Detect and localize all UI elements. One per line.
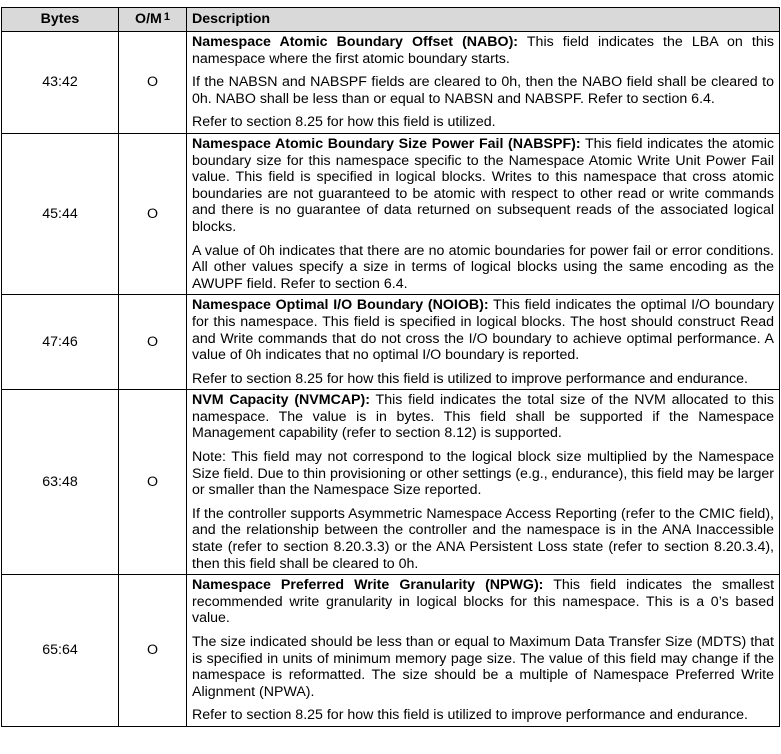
desc-text: This field indicates the atomic boundary size for this namespace specific to the Namespace Atomic Write Unit Power Fail value. This field is specified in logical blocks. Writes to this namespace that cross atomic boundaries are not guaranteed to be atomic with respect to other read or write commands and there is no guarantee of data returned on subsequent reads of the associated logical blocks.	[192, 135, 774, 235]
desc-paragraph: If the NABSN and NABSPF fields are cleared to 0h, then the NABO field shall be cleared to 0h. NABO shall be less than or equal to NABSN and NABSPF. Refer to section 6.4.	[192, 74, 774, 107]
header-description: Description	[187, 8, 780, 32]
desc-paragraph: The size indicated should be less than or equal to Maximum Data Transfer Size (MDTS) that is specified in units of minimum memory page size. The value of this field may change if the namespace is reformatted. The size should be a multiple of Namespace Preferred Write Alignment (NPWA).	[192, 634, 774, 700]
table-row	[2, 133, 780, 294]
row-bytes: 63:48	[2, 390, 119, 575]
desc-paragraph: Refer to section 8.25 for how this field is utilized.	[192, 114, 496, 131]
row-om: O	[119, 390, 187, 575]
desc-text: This field indicates the smallest recommended write granularity in logical blocks for this namespace. This is a 0’s based value.	[192, 577, 775, 627]
row-description	[187, 575, 780, 727]
header-om-label: O/M	[135, 11, 162, 28]
field-name: NVM Capacity (NVMCAP):	[192, 392, 370, 409]
field-name: Namespace Preferred Write Granularity (NPWG):	[192, 577, 544, 594]
desc-paragraph: If the controller supports Asymmetric Namespace Access Reporting (refer to the CMIC field), and the relationship between the controller and the namespace is in the ANA Inaccessible state (refer to section 8.20.3.3) or the ANA Persistent Loss state (refer to section 8.20.3.4), then this field shall be cleared to 0h.	[192, 505, 774, 572]
desc-paragraph: A value of 0h indicates that there are no atomic boundaries for power fail or error conditions. All other values specify a size in terms of logical blocks using the same encoding as the AWUPF field. Refer to section 6.4.	[192, 242, 774, 292]
row-description	[187, 32, 780, 134]
row-description	[187, 295, 780, 390]
table-row	[2, 390, 780, 575]
table-row	[2, 295, 780, 390]
table-row	[2, 575, 780, 727]
desc-paragraph: Note: This field may not correspond to the logical block size multiplied by the Namespace Size field. Due to thin provisioning or other settings (e.g., endurance), this field may be larger or smaller than the Namespace Size reported.	[192, 449, 774, 499]
desc-paragraph: Refer to section 8.25 for how this field is utilized to improve performance and endurance.	[192, 370, 748, 387]
desc-paragraph	[192, 136, 774, 236]
field-name: Namespace Atomic Boundary Offset (NABO):	[192, 34, 519, 50]
header-bytes: Bytes	[2, 8, 119, 32]
desc-paragraph: Refer to section 8.25 for how this field is utilized to improve performance and endurance.	[192, 707, 748, 724]
row-bytes: 43:42	[2, 32, 119, 134]
row-description	[187, 390, 780, 575]
row-om: O	[119, 575, 187, 727]
table-row	[2, 32, 780, 134]
row-om: O	[119, 295, 187, 390]
row-om: O	[119, 32, 187, 134]
desc-paragraph	[192, 577, 774, 627]
header-om-footnote: 1	[163, 11, 170, 24]
row-bytes: 47:46	[2, 295, 119, 390]
row-om: O	[119, 133, 187, 294]
field-name: Namespace Atomic Boundary Size Power Fail (NABSPF):	[192, 135, 581, 152]
desc-paragraph	[192, 34, 774, 67]
desc-text: This field indicates the LBA on this namespace where the first atomic boundary starts.	[192, 34, 774, 67]
desc-paragraph	[192, 392, 774, 442]
desc-paragraph	[192, 297, 774, 363]
table-header-row	[2, 8, 780, 32]
row-description	[187, 133, 780, 294]
field-name: Namespace Optimal I/O Boundary (NOIOB):	[192, 297, 489, 314]
desc-text: This field indicates the optimal I/O boundary for this namespace. This field is specified in logical blocks. The host should construct Read and Write commands that do not cross the I/O boundary to achieve optimal performance. A value of 0h indicates that no optimal I/O boundary is reported.	[192, 297, 774, 364]
namespace-fields-table	[1, 7, 780, 727]
desc-text: This field indicates the total size of the NVM allocated to this namespace. The value is in bytes. This field shall be supported if the Namespace Management capability (refer to section 8.12) is supported.	[192, 392, 774, 442]
header-om	[119, 8, 187, 32]
row-bytes: 45:44	[2, 133, 119, 294]
row-bytes: 65:64	[2, 575, 119, 727]
